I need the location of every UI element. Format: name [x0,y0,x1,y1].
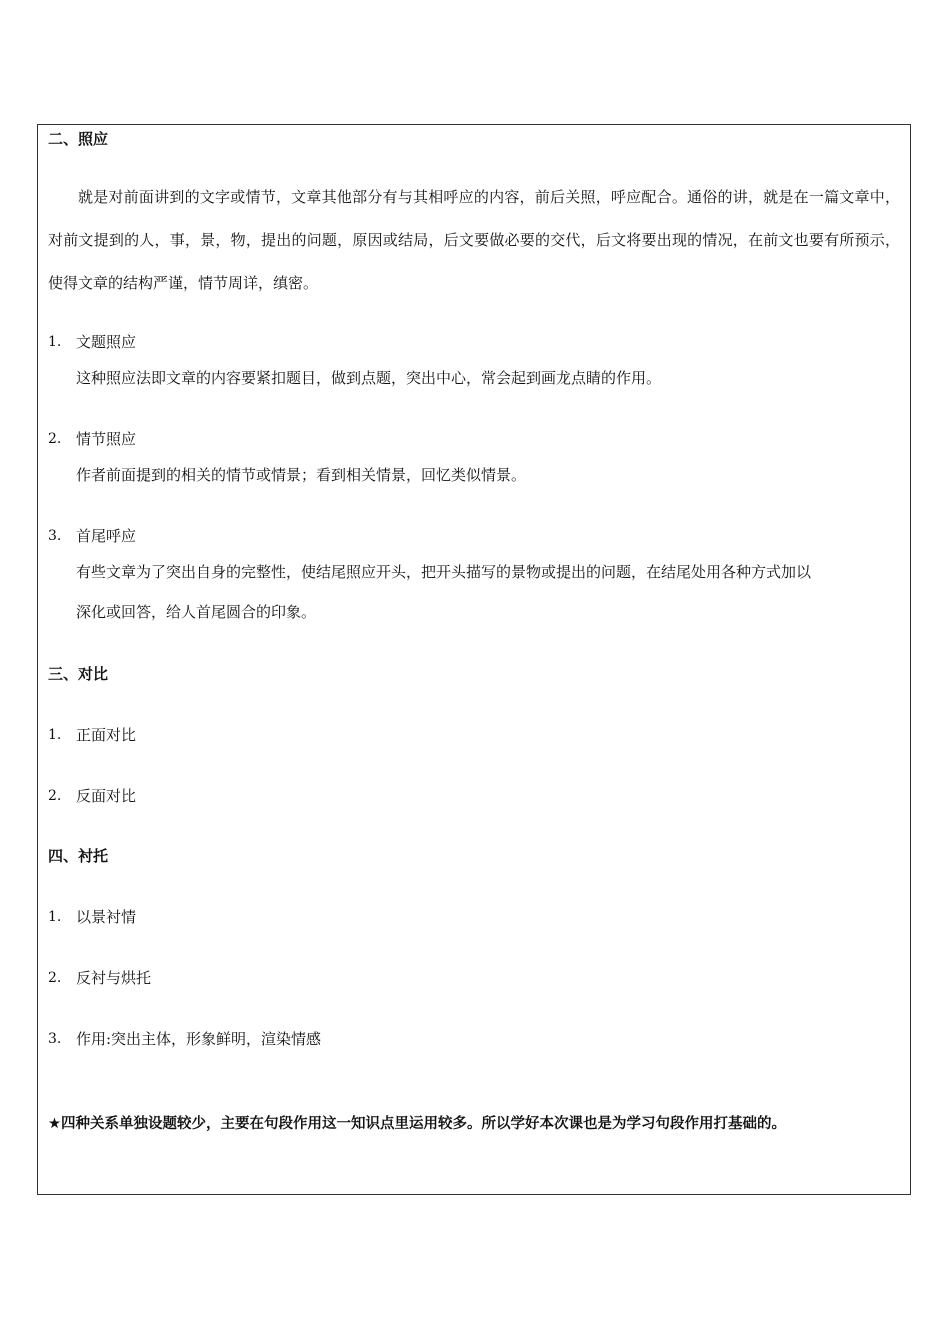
list-item-number: 2. [48,431,62,447]
section-heading-zhaoying: 二、照应 [48,130,109,148]
section-intro-paragraph: 就是对前面讲到的文字或情节，文章其他部分有与其相呼应的内容，前后关照，呼应配合。通俗的讲，就是在一篇文章中，对前文提到的人，事，景，物，提出的问题，原因或结局，后文要做必要的交代，后文将要出现的情况，在前文也要有所预示，使得文章的结构严谨，情节周详，缜密。 [48,188,900,292]
list-item-number: 1. [48,727,62,743]
list-item-title: 首尾呼应 [76,527,137,545]
section-heading-chentuo: 四、衬托 [48,847,109,865]
list-item-description: 作者前面提到的相关的情节或情景；看到相关情景，回忆类似情景。 [76,466,527,484]
list-item-number: 1. [48,334,62,350]
list-item-description: 深化或回答，给人首尾圆合的印象。 [76,603,317,621]
list-item-title: 作用:突出主体，形象鲜明，渲染情感 [76,1030,322,1048]
section-heading-duibi: 三、对比 [48,665,109,683]
list-item-description: 有些文章为了突出自身的完整性，使结尾照应开头，把开头描写的景物或提出的问题，在结尾处用各种方式加以 [76,563,812,581]
list-item-title: 情节照应 [76,430,137,448]
list-item-title: 以景衬情 [76,908,137,926]
list-item-number: 3. [48,528,62,544]
content-box [37,124,911,1195]
list-item-title: 反面对比 [76,787,137,805]
list-item-title: 文题照应 [76,333,137,351]
list-item-number: 2. [48,788,62,804]
list-item-number: 3. [48,1031,62,1047]
list-item-title: 反衬与烘托 [76,969,152,987]
list-item-number: 1. [48,909,62,925]
summary-note: ★四种关系单独设题较少，主要在句段作用这一知识点里运用较多。所以学好本次课也是为学习句段作用打基础的。 [48,1116,786,1132]
list-item-description: 这种照应法即文章的内容要紧扣题目，做到点题，突出中心，常会起到画龙点睛的作用。 [76,369,662,387]
list-item-title: 正面对比 [76,726,137,744]
list-item-number: 2. [48,970,62,986]
